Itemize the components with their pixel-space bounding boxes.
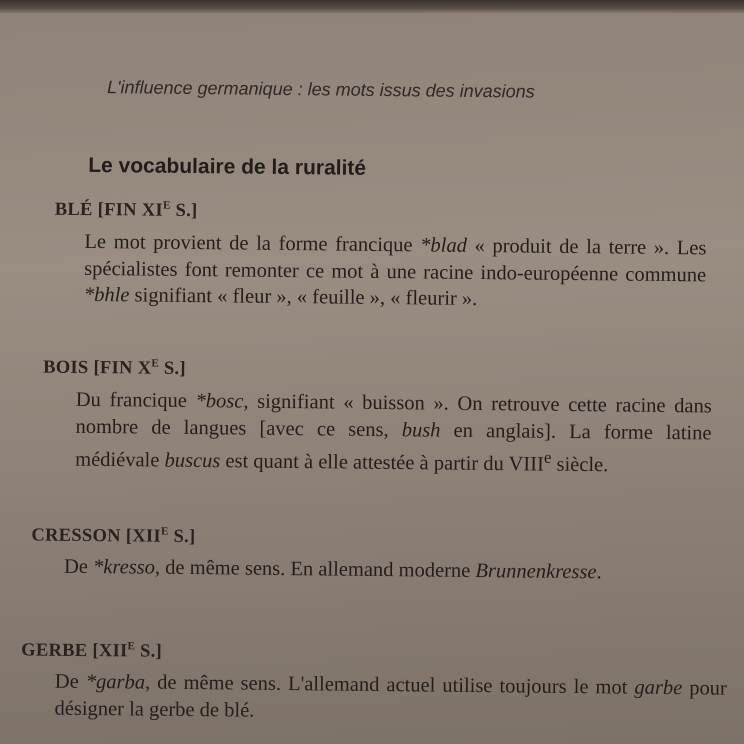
- entry-headword: [31, 524, 195, 548]
- entry-definition: Le mot provient de la forme francique *blad « produit de la terre ». Les spécialistes font remonter ce mot à une racine indo-européenne commune *bhle signifiant « fleur », « feuille », « fleurir ».: [83, 230, 707, 311]
- entry-headword: [43, 356, 186, 380]
- entry-definition: Du francique *bosc, signifiant « buisson ». On retrouve cette racine dans nombre de langues [avec ce sens, bush en anglais]. La forme latine médiévale buscus est quant à elle attestée à partir du VIIIe siècle.: [75, 388, 712, 477]
- entry-date: [FIN $XI^E$ S.]: [97, 199, 198, 222]
- entry-word: BLÉ: [54, 199, 93, 221]
- entry-definition: De *garba, de même sens. L'allemand actuel utilise toujours le mot garbe pour désigner la gerbe de blé.: [54, 670, 727, 722]
- entry-word: GERBE: [21, 640, 88, 662]
- section-title: Le vocabulaire de la ruralité: [88, 153, 367, 180]
- entry-date: [FIN $X^E$ S.]: [93, 357, 186, 380]
- entry-definition: De *kresso, de même sens. En allemand moderne Brunnenkresse.: [63, 555, 602, 584]
- entry-headword: [55, 199, 198, 223]
- entry-headword: [21, 639, 162, 663]
- running-header: L'influence germanique : les mots issus des invasions: [106, 77, 535, 102]
- entry-word: CRESSON: [31, 525, 121, 547]
- entry-word: BOIS: [43, 357, 89, 379]
- entry-date: [$XII^E$ S.]: [92, 640, 163, 662]
- entry-date: [$XII^E$ S.]: [125, 525, 196, 548]
